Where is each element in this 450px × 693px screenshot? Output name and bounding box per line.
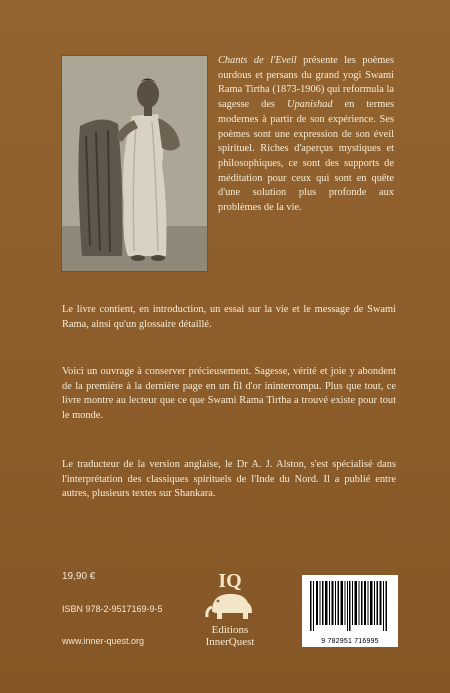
barcode-number: 9 782951 716995 [321, 638, 379, 645]
upanishad-term: Upanishad [286, 99, 333, 111]
intro-text-2: en termes modernes à partir de son expérience. Ses poèmes sont une expression de son éveil spirituel. Riches d'aperçus mystiques et philosophiques, ce sont des supports de méditation pour ceux qui sont en quête d'une solution plus profonde aux problèmes de la vie. [218, 99, 394, 214]
barcode-bars-icon [302, 575, 398, 637]
intro-text-1: présente les poèmes ourdous et persans du grand yogi Swami Rama Tirtha (1873-1906) qui reformula la sagesse des [218, 55, 394, 111]
innerquest-logo-icon [198, 567, 262, 623]
price-label: 19,90 € [62, 571, 96, 582]
publisher-line-1: Editions [211, 624, 249, 636]
praise-paragraph: Voici un ouvrage à conserver précieusement. Sagesse, vérité et joie y abondent de la première à la dernière page en un fil d'or ininterrompu. Plus que tout, ce livre montre au lecteur que ce que Swami Rama Tirtha a trouvé existe pour tout le monde. [62, 366, 396, 422]
intro-paragraph [218, 54, 394, 216]
isbn-label: ISBN 978-2-9517169-9-5 [62, 604, 163, 614]
website-link[interactable]: www.inner-quest.org [62, 636, 145, 646]
swami-portrait-photo [62, 56, 207, 271]
book-title: Chants de l'Eveil [218, 55, 297, 66]
publisher-name [186, 624, 274, 648]
portrait-illustration [62, 56, 207, 271]
isbn-barcode [302, 575, 398, 647]
content-paragraph: Le livre contient, en introduction, un essai sur la vie et le message de Swami Rama, ainsi qu'un glossaire détaillé. [62, 304, 396, 330]
logo-letters: IQ [218, 570, 242, 592]
publisher-line-2: InnerQuest [205, 636, 255, 648]
translator-paragraph: Le traducteur de la version anglaise, le Dr A. J. Alston, s'est spécialisé dans l'interprétation des classiques spirituels de l'Inde du Nord. Il a publié entre autres, plusieurs textes sur Shankara. [62, 459, 396, 500]
